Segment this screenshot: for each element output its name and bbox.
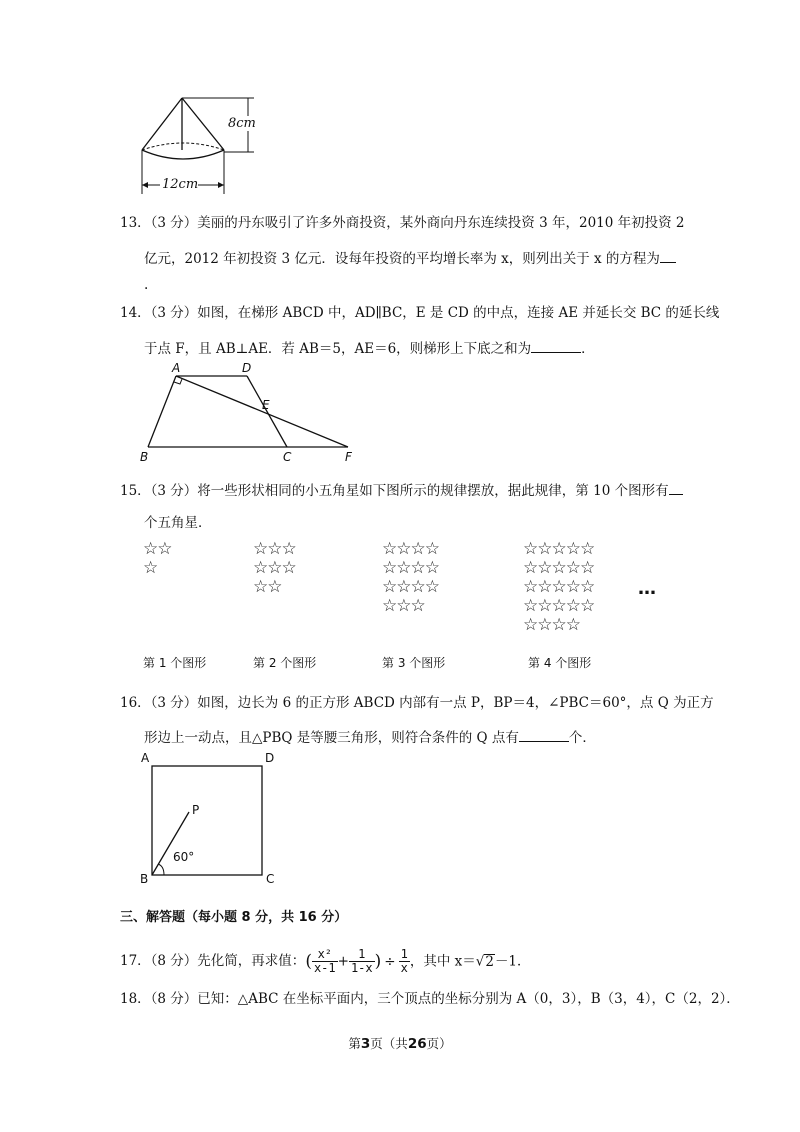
fraction-2-numerator: 1: [349, 948, 375, 962]
star-pattern-1: [143, 540, 171, 578]
star-row: ☆☆☆☆☆: [523, 558, 595, 578]
pattern-caption-2: 第 2 个图形: [253, 656, 317, 670]
q14-line2: [144, 338, 595, 358]
square-label-p: P: [192, 803, 200, 817]
close-paren: ): [374, 951, 382, 972]
cone-width-label: 12cm: [162, 177, 199, 192]
sqrt-sign: √: [475, 953, 485, 970]
square-figure: [140, 756, 280, 886]
q16-line2-end: 个．: [568, 730, 596, 746]
footer-mid: 页（共: [370, 1036, 408, 1051]
q14-line2-text: 于点 F，且 AB⊥AE．若 AB＝5，AE＝6，则梯形上下底之和为: [144, 341, 532, 357]
q13-line2-text: 亿元，2012 年初投资 3 亿元．设每年投资的平均增长率为 x，则列出关于 x 的方程为: [144, 251, 660, 267]
pattern-caption-3: 第 3 个图形: [382, 656, 446, 670]
q14-line2-end: ．: [581, 341, 595, 357]
square-label-a: A: [141, 751, 150, 765]
cone-figure: [130, 88, 270, 198]
trapezoid-label-a: A: [172, 361, 181, 375]
fraction-3-numerator: 1: [400, 947, 408, 961]
star-pattern-2: [253, 540, 296, 597]
section-heading: 三、解答题（每小题 8 分，共 16 分）: [120, 910, 348, 925]
square-label-c: C: [266, 872, 275, 886]
q17-line: [120, 946, 531, 977]
fraction-2-denominator: 1-x: [350, 961, 373, 975]
fraction-1-denominator: x-1: [313, 961, 336, 975]
fraction-2: [349, 948, 375, 975]
q14-line1: 14．（3 分）如图，在梯形 ABCD 中，AD∥BC，E 是 CD 的中点，连接 AE 并延长交 BC 的延长线: [120, 305, 720, 321]
pattern-ellipsis: …: [638, 578, 656, 599]
q17-suffix-a: ，其中 x＝: [409, 953, 476, 970]
trapezoid-label-b: B: [140, 450, 149, 464]
q16-line1: 16．（3 分）如图，边长为 6 的正方形 ABCD 内部有一点 P，BP＝4，∠PBC＝60°，点 Q 为正方: [120, 695, 714, 711]
footer-pre: 第: [348, 1036, 361, 1051]
q18-line1: 18．（8 分）已知：△ABC 在坐标平面内，三个顶点的坐标分别为 A（0，3），B（3，4），C（2，2）．: [120, 991, 740, 1007]
star-row: ☆☆☆☆: [382, 539, 439, 559]
plus-sign: +: [337, 953, 349, 970]
square-label-b: B: [140, 872, 149, 886]
q13-answer-blank: [660, 248, 676, 263]
star-pattern-3: [382, 540, 439, 616]
q14-answer-blank: [531, 338, 581, 353]
pattern-caption-4: 第 4 个图形: [528, 656, 592, 670]
star-row: ☆☆☆: [382, 596, 425, 616]
q15-line2: 个五角星．: [144, 515, 212, 531]
cone-height-label: 8cm: [228, 116, 256, 131]
star-row: ☆☆☆☆☆: [523, 577, 595, 597]
star-row: ☆☆☆☆: [382, 558, 439, 578]
fraction-3-denominator: x: [400, 961, 408, 975]
star-row: ☆☆☆☆☆: [523, 539, 595, 559]
star-row: ☆: [143, 558, 158, 578]
q13-line2: [144, 248, 676, 268]
q15-line1: [120, 480, 683, 500]
star-row: ☆☆☆: [253, 539, 296, 559]
q13-line3: .: [144, 277, 149, 293]
q16-answer-blank: [519, 727, 569, 742]
fraction-1: [312, 948, 338, 975]
trapezoid-label-c: C: [283, 450, 292, 464]
q17-prefix: 17．（8 分）先化简，再求值：: [120, 953, 306, 969]
page-footer: [0, 1034, 800, 1052]
star-pattern-4: [523, 540, 594, 635]
fraction-1-numerator: x²: [312, 948, 338, 962]
q13-line1: 13．（3 分）美丽的丹东吸引了许多外商投资，某外商向丹东连续投资 3 年，2010 年初投资 2: [120, 215, 685, 231]
q15-answer-blank: [669, 480, 683, 495]
q16-line2: [144, 727, 596, 747]
q15-line1-text: 15．（3 分）将一些形状相同的小五角星如下图所示的规律摆放，据此规律，第 10 个图形有: [120, 483, 669, 499]
star-row: ☆☆☆☆: [382, 577, 439, 597]
footer-post: 页）: [426, 1036, 452, 1051]
trapezoid-label-d: D: [242, 361, 252, 375]
star-row: ☆☆☆☆☆: [523, 596, 595, 616]
star-row: ☆☆☆: [253, 558, 296, 578]
footer-total-pages: 26: [407, 1036, 427, 1052]
star-row: ☆☆: [143, 539, 172, 559]
square-label-d: D: [265, 751, 275, 765]
fraction-3: [399, 948, 410, 975]
trapezoid-label-f: F: [345, 450, 352, 464]
divide-sign: ÷: [384, 953, 396, 970]
q16-line2-text: 形边上一动点，且△PBQ 是等腰三角形，则符合条件的 Q 点有: [144, 730, 519, 746]
trapezoid-label-e: E: [262, 398, 270, 412]
angle-label: 60°: [173, 850, 195, 864]
sqrt-argument: 2: [485, 954, 494, 970]
pattern-caption-1: 第 1 个图形: [143, 656, 207, 670]
star-row: ☆☆☆☆: [523, 615, 580, 635]
open-paren: (: [305, 951, 312, 972]
q17-suffix-b: －1．: [494, 953, 531, 970]
footer-page-number: 3: [360, 1036, 371, 1052]
star-row: ☆☆: [253, 577, 282, 597]
